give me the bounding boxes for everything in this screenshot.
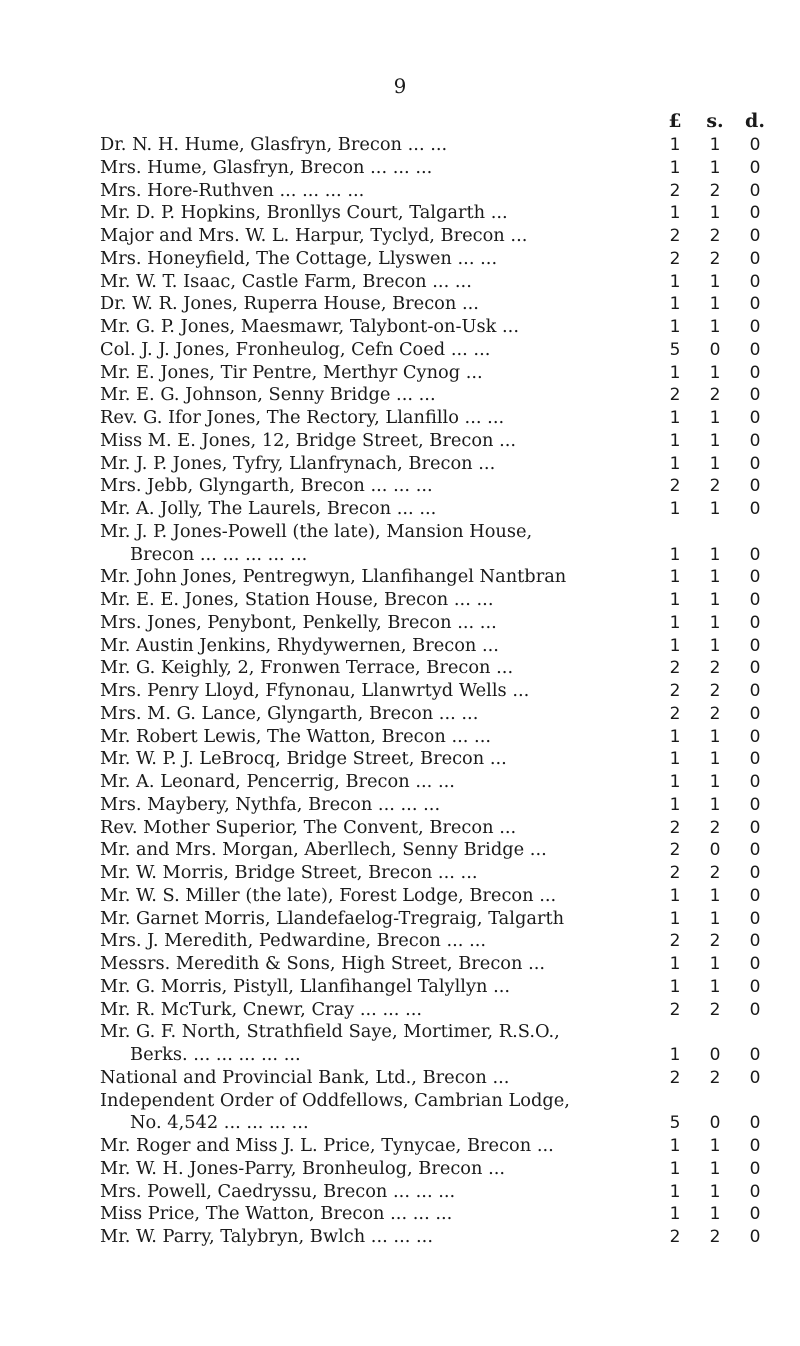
amount-pounds: 5: [669, 1113, 681, 1134]
amount-shillings: 1: [709, 362, 721, 383]
amount-pence: 0: [749, 931, 761, 952]
list-item: [0, 430, 800, 453]
list-item: [0, 384, 800, 407]
subscriber-name-line: Rev. Mother Superior, The Convent, Brecon ...: [100, 816, 517, 838]
subscriber-name-line: Mr. W. Morris, Bridge Street, Brecon ... ...: [100, 862, 478, 883]
amount-pence: 0: [749, 635, 761, 656]
amount-pounds: 5: [669, 339, 681, 360]
amount-pounds: 1: [669, 590, 681, 610]
amount-pounds: 1: [669, 271, 681, 292]
amount-pounds: 1: [669, 453, 681, 474]
subscriber-name-line: Mr. D. P. Hopkins, Bronllys Court, Talgarth ...: [100, 202, 508, 224]
subscriber-name: [100, 680, 645, 703]
list-item: [0, 202, 800, 225]
subscriber-name-line: Mr. G. F. North, Strathfield Saye, Mortimer, R.S.O.,: [100, 1021, 560, 1043]
subscriber-name: [100, 1226, 645, 1249]
list-item: [0, 316, 800, 339]
list-item: [0, 1158, 800, 1181]
subscriber-name: [100, 384, 645, 407]
amount-pence: 0: [749, 681, 761, 701]
subscriber-name: [100, 976, 645, 999]
subscriber-name-line: Col. J. J. Jones, Fronheulog, Cefn Coed ... ...: [100, 338, 491, 360]
amount-shillings: 1: [709, 567, 721, 588]
subscriber-name: [100, 1158, 645, 1181]
amount-pounds: 1: [669, 726, 681, 747]
subscriber-name-line: Mrs. Hore-Ruthven ... ... ... ...: [100, 179, 365, 201]
amount-pounds: 2: [669, 658, 681, 679]
amount-pence: 0: [749, 772, 761, 792]
subscriber-name: [100, 293, 645, 316]
list-item: [0, 521, 800, 567]
list-item: [0, 1021, 800, 1067]
amount-pence: 0: [749, 908, 761, 929]
amount-pence: 0: [749, 385, 761, 406]
list-item: [0, 1181, 800, 1204]
amount-pence: 0: [749, 339, 761, 360]
amount-pounds: 2: [669, 931, 681, 952]
amount-shillings: 1: [709, 1204, 721, 1225]
list-item: [0, 999, 800, 1022]
amount-shillings: 1: [709, 635, 721, 656]
list-item: [0, 157, 800, 180]
amount-pounds: 1: [669, 567, 681, 588]
amount-pounds: 1: [669, 362, 681, 383]
amount-pence: 0: [749, 203, 761, 224]
amount-shillings: 1: [709, 135, 721, 155]
amount-pounds: 2: [669, 840, 681, 861]
list-item: [0, 407, 800, 430]
amount-shillings: 1: [709, 976, 721, 997]
list-item: [0, 726, 800, 749]
amount-shillings: 2: [709, 248, 721, 269]
amount-pence: 0: [749, 453, 761, 474]
amount-shillings: 1: [709, 885, 721, 906]
subscriber-name: [100, 271, 645, 294]
subscriber-name-line: Mrs. J. Meredith, Pedwardine, Brecon ... ...: [100, 930, 487, 952]
amount-pence: 0: [749, 817, 761, 838]
subscriber-name-line: Mr. W. P. J. LeBrocq, Bridge Street, Brecon ...: [100, 748, 507, 770]
amount-pence: 0: [749, 294, 761, 315]
subscriber-name: [100, 498, 645, 521]
amount-shillings: 0: [709, 1113, 721, 1134]
amount-pence: 0: [749, 226, 761, 246]
subscriber-name: [100, 657, 645, 680]
amount-shillings: 1: [709, 772, 721, 792]
amount-shillings: 0: [709, 339, 721, 360]
subscriber-name-line: Mr. A. Leonard, Pencerrig, Brecon ... ...: [100, 771, 455, 792]
amount-shillings: 1: [709, 294, 721, 315]
subscriber-name-line: Mrs. Honeyfield, The Cottage, Llyswen ... ...: [100, 247, 498, 269]
subscriber-name: [100, 1135, 645, 1158]
amount-pounds: 2: [669, 999, 681, 1020]
subscriber-name: [100, 248, 645, 271]
pounds-header: £: [668, 110, 682, 132]
subscriber-name-line: Mr. John Jones, Pentregwyn, Llanfihangel Nantbran: [100, 566, 567, 588]
list-item: [0, 680, 800, 703]
list-item: [0, 908, 800, 931]
subscriber-name-continuation: Brecon ... ... ... ... ...: [130, 543, 308, 565]
subscriber-name: [100, 430, 645, 453]
amount-shillings: 2: [709, 681, 721, 701]
amount-shillings: 0: [709, 840, 721, 861]
pence-header: d.: [745, 110, 765, 132]
subscriber-name-line: Miss M. E. Jones, 12, Bridge Street, Brecon ...: [100, 429, 517, 451]
subscriber-name: [100, 1021, 645, 1067]
subscriber-name: [100, 999, 645, 1022]
amount-shillings: 1: [709, 1181, 721, 1202]
subscriber-name: [100, 453, 645, 476]
amount-pence: 0: [749, 544, 761, 565]
amount-pence: 0: [749, 157, 761, 178]
subscriber-name: [100, 407, 645, 430]
subscriber-name-line: Miss Price, The Watton, Brecon ... ... ...: [100, 1203, 453, 1225]
amount-pence: 0: [749, 863, 761, 883]
subscriber-name-line: Mr. E. E. Jones, Station House, Brecon ... ...: [100, 589, 494, 610]
amount-pence: 0: [749, 590, 761, 610]
subscriber-name-line: Major and Mrs. W. L. Harpur, Tyclyd, Brecon ...: [100, 225, 528, 246]
subscriber-name: [100, 794, 645, 817]
amount-pounds: 1: [669, 1204, 681, 1225]
subscriber-name-line: Mr. J. P. Jones, Tyfry, Llanfrynach, Brecon ...: [100, 452, 496, 474]
amount-pounds: 1: [669, 885, 681, 906]
list-item: [0, 1135, 800, 1158]
amount-pence: 0: [749, 612, 761, 633]
list-item: [0, 339, 800, 362]
subscriber-name: [100, 1203, 645, 1226]
amount-pounds: 1: [669, 1158, 681, 1179]
subscriber-name: [100, 703, 645, 726]
amount-pounds: 1: [669, 612, 681, 633]
subscriber-name: [100, 930, 645, 953]
subscriber-name-line: Mr. A. Jolly, The Laurels, Brecon ... ...: [100, 498, 437, 519]
amount-shillings: 1: [709, 499, 721, 519]
amount-pence: 0: [749, 1136, 761, 1156]
subscriber-name: [100, 839, 645, 862]
list-item: [0, 703, 800, 726]
subscriber-name: [100, 1090, 645, 1136]
list-item: [0, 566, 800, 589]
subscriber-name: [100, 885, 645, 908]
amount-shillings: 1: [709, 544, 721, 565]
amount-pounds: 1: [669, 772, 681, 792]
amount-pounds: 2: [669, 226, 681, 246]
subscriber-name-line: Mr. Garnet Morris, Llandefaelog-Tregraig, Talgarth: [100, 907, 565, 929]
subscriber-name: [100, 362, 645, 385]
amount-pounds: 2: [669, 681, 681, 701]
amount-shillings: 2: [709, 931, 721, 952]
amount-pence: 0: [749, 1113, 761, 1134]
subscriber-name-continuation: No. 4,542 ... ... ... ...: [130, 1112, 309, 1134]
subscriber-name: [100, 180, 645, 203]
subscriber-name-line: Mr. G. Keighly, 2, Fronwen Terrace, Brecon ...: [100, 657, 514, 679]
subscriber-name-line: Dr. N. H. Hume, Glasfryn, Brecon ... ...: [100, 134, 448, 155]
list-item: [0, 589, 800, 612]
list-item: [0, 1067, 800, 1090]
list-item: [0, 930, 800, 953]
list-item: [0, 134, 800, 157]
subscriber-name: [100, 612, 645, 635]
list-item: [0, 771, 800, 794]
list-item: [0, 839, 800, 862]
subscriber-name-line: Mr. W. H. Jones-Parry, Bronheulog, Brecon ...: [100, 1157, 506, 1179]
amount-pence: 0: [749, 271, 761, 292]
amount-pence: 0: [749, 999, 761, 1020]
list-item: [0, 453, 800, 476]
subscriber-name: [100, 862, 645, 885]
subscriber-name-line: Mrs. Powell, Caedryssu, Brecon ... ... ...: [100, 1180, 456, 1202]
amount-pounds: 2: [669, 180, 681, 201]
amount-pounds: 2: [669, 476, 681, 497]
amount-pence: 0: [749, 1204, 761, 1225]
amount-shillings: 1: [709, 453, 721, 474]
amount-shillings: 1: [709, 908, 721, 929]
amount-shillings: 1: [709, 794, 721, 815]
amount-shillings: 1: [709, 1158, 721, 1179]
amount-pence: 0: [749, 248, 761, 269]
subscriber-name-line: Mr. and Mrs. Morgan, Aberllech, Senny Bridge ...: [100, 839, 547, 861]
list-item: [0, 657, 800, 680]
amount-shillings: 2: [709, 385, 721, 406]
amount-pounds: 1: [669, 499, 681, 519]
amount-pence: 0: [749, 362, 761, 383]
list-item: [0, 817, 800, 840]
amount-pounds: 1: [669, 317, 681, 337]
amount-pounds: 1: [669, 749, 681, 770]
amount-pounds: 1: [669, 157, 681, 178]
list-item: [0, 885, 800, 908]
amount-pounds: 2: [669, 1067, 681, 1088]
subscriber-name: [100, 589, 645, 612]
amount-shillings: 2: [709, 476, 721, 497]
subscriber-name-line: Dr. W. R. Jones, Ruperra House, Brecon ...: [100, 293, 479, 315]
subscriber-name-line: Mr. G. P. Jones, Maesmawr, Talybont-on-Usk ...: [100, 316, 519, 337]
subscriber-name-line: Mrs. M. G. Lance, Glyngarth, Brecon ... ...: [100, 702, 479, 724]
shillings-header: s.: [706, 110, 724, 132]
amount-pence: 0: [749, 476, 761, 497]
amount-shillings: 1: [709, 317, 721, 337]
amount-shillings: 1: [709, 954, 721, 974]
subscriber-name-line: Mrs. Jones, Penybont, Penkelly, Brecon ... ...: [100, 611, 497, 633]
amount-shillings: 2: [709, 1227, 721, 1247]
subscriber-name-line: Mr. G. Morris, Pistyll, Llanfihangel Talyllyn ...: [100, 975, 511, 997]
subscriber-name: [100, 157, 645, 180]
subscriber-name-line: Mrs. Jebb, Glyngarth, Brecon ... ... ...: [100, 475, 433, 497]
subscriber-name: [100, 134, 645, 157]
amount-pence: 0: [749, 976, 761, 997]
amount-shillings: 0: [709, 1045, 721, 1065]
subscriber-name-line: Independent Order of Oddfellows, Cambrian Lodge,: [100, 1089, 570, 1111]
subscriber-name: [100, 1067, 645, 1090]
subscriber-name: [100, 771, 645, 794]
subscriber-name: [100, 908, 645, 931]
subscriber-name-line: Mr. Roger and Miss J. L. Price, Tynycae, Brecon ...: [100, 1135, 554, 1156]
amount-shillings: 1: [709, 271, 721, 292]
amount-shillings: 2: [709, 863, 721, 883]
subscriber-name-line: Mr. E. G. Johnson, Senny Bridge ... ...: [100, 384, 436, 406]
amount-shillings: 1: [709, 590, 721, 610]
list-item: [0, 225, 800, 248]
amount-pence: 0: [749, 180, 761, 201]
list-item: [0, 976, 800, 999]
amount-pence: 0: [749, 749, 761, 770]
subscriber-name-continuation: Berks. ... ... ... ... ...: [130, 1044, 301, 1065]
subscriber-name: [100, 953, 645, 976]
amount-pounds: 2: [669, 1227, 681, 1247]
subscriber-name: [100, 316, 645, 339]
amount-pence: 0: [749, 794, 761, 815]
subscriber-name: [100, 225, 645, 248]
subscriber-name-line: Mr. W. T. Isaac, Castle Farm, Brecon ... ...: [100, 270, 472, 292]
list-item: [0, 293, 800, 316]
subscriber-name: [100, 1181, 645, 1204]
amount-shillings: 1: [709, 430, 721, 451]
amount-pounds: 1: [669, 976, 681, 997]
list-item: [0, 180, 800, 203]
subscriber-name: [100, 202, 645, 225]
list-item: [0, 612, 800, 635]
amount-shillings: 2: [709, 817, 721, 838]
amount-pence: 0: [749, 135, 761, 155]
amount-pence: 0: [749, 726, 761, 747]
list-item: [0, 1090, 800, 1136]
subscriber-name-line: Mrs. Maybery, Nythfa, Brecon ... ... ...: [100, 793, 441, 815]
amount-shillings: 2: [709, 999, 721, 1020]
subscriber-name: [100, 566, 645, 589]
amount-shillings: 2: [709, 226, 721, 246]
amount-pounds: 2: [669, 703, 681, 724]
subscriber-name-line: Mr. E. Jones, Tir Pentre, Merthyr Cynog ...: [100, 361, 483, 383]
list-item: [0, 362, 800, 385]
amount-pounds: 1: [669, 635, 681, 656]
subscriber-name-line: Mr. Robert Lewis, The Watton, Brecon ... ...: [100, 725, 492, 747]
amount-pounds: 1: [669, 794, 681, 815]
amount-pence: 0: [749, 430, 761, 451]
subscriber-name: [100, 475, 645, 498]
amount-pounds: 2: [669, 863, 681, 883]
amount-pounds: 1: [669, 203, 681, 224]
subscriber-name-line: Mrs. Hume, Glasfryn, Brecon ... ... ...: [100, 156, 433, 178]
list-item: [0, 748, 800, 771]
amount-pence: 0: [749, 1158, 761, 1179]
subscriber-name: [100, 635, 645, 658]
amount-pence: 0: [749, 840, 761, 861]
subscriber-name-line: Mr. W. S. Miller (the late), Forest Lodge, Brecon ...: [100, 884, 557, 906]
list-item: [0, 248, 800, 271]
amount-shillings: 1: [709, 203, 721, 224]
amount-shillings: 2: [709, 180, 721, 201]
amount-pence: 0: [749, 1045, 761, 1065]
list-item: [0, 498, 800, 521]
amount-pence: 0: [749, 1227, 761, 1247]
amount-pounds: 1: [669, 954, 681, 974]
list-item: [0, 862, 800, 885]
amount-pence: 0: [749, 1181, 761, 1202]
page-number: 9: [393, 74, 407, 98]
subscriber-name-line: Mrs. Penry Lloyd, Ffynonau, Llanwrtyd Wells ...: [100, 680, 530, 701]
subscriber-name: [100, 521, 645, 567]
list-item: [0, 635, 800, 658]
amount-pounds: 2: [669, 248, 681, 269]
list-item: [0, 794, 800, 817]
amount-shillings: 2: [709, 1067, 721, 1088]
subscriber-name: [100, 748, 645, 771]
subscriber-name-line: National and Provincial Bank, Ltd., Brecon ...: [100, 1066, 510, 1088]
amount-pounds: 1: [669, 1136, 681, 1156]
amount-shillings: 1: [709, 726, 721, 747]
amount-pounds: 1: [669, 430, 681, 451]
amount-pounds: 1: [669, 1181, 681, 1202]
list-item: [0, 953, 800, 976]
subscriber-name: [100, 339, 645, 362]
amount-pounds: 1: [669, 294, 681, 315]
amount-shillings: 1: [709, 1136, 721, 1156]
subscriber-name-line: Messrs. Meredith & Sons, High Street, Brecon ...: [100, 953, 546, 974]
amount-pence: 0: [749, 408, 761, 428]
list-item: [0, 271, 800, 294]
subscriber-list: [0, 134, 800, 1249]
list-item: [0, 1226, 800, 1249]
amount-pounds: 1: [669, 544, 681, 565]
amount-pence: 0: [749, 499, 761, 519]
subscriber-name-line: Mr. W. Parry, Talybryn, Bwlch ... ... ...: [100, 1226, 433, 1247]
amount-shillings: 1: [709, 749, 721, 770]
subscriber-name-line: Mr. R. McTurk, Cnewr, Cray ... ... ...: [100, 998, 423, 1020]
subscriber-name: [100, 817, 645, 840]
amount-pence: 0: [749, 703, 761, 724]
amount-pence: 0: [749, 567, 761, 588]
amount-shillings: 2: [709, 658, 721, 679]
amount-pounds: 1: [669, 135, 681, 155]
amount-pounds: 1: [669, 908, 681, 929]
amount-shillings: 2: [709, 703, 721, 724]
subscriber-name-line: Mr. J. P. Jones-Powell (the late), Mansion House,: [100, 520, 533, 542]
amount-shillings: 1: [709, 612, 721, 633]
amount-pence: 0: [749, 1067, 761, 1088]
amount-pence: 0: [749, 885, 761, 906]
list-item: [0, 475, 800, 498]
amount-pounds: 2: [669, 817, 681, 838]
amount-pounds: 1: [669, 1045, 681, 1065]
amount-shillings: 1: [709, 157, 721, 178]
amount-pence: 0: [749, 658, 761, 679]
amount-pence: 0: [749, 317, 761, 337]
subscriber-name-line: Mr. Austin Jenkins, Rhydywernen, Brecon ...: [100, 634, 499, 656]
amount-pounds: 2: [669, 385, 681, 406]
list-item: [0, 1203, 800, 1226]
amount-pence: 0: [749, 954, 761, 974]
subscriber-name: [100, 726, 645, 749]
amount-pounds: 1: [669, 408, 681, 428]
subscriber-name-line: Rev. G. Ifor Jones, The Rectory, Llanfillo ... ...: [100, 407, 505, 428]
amount-shillings: 1: [709, 408, 721, 428]
